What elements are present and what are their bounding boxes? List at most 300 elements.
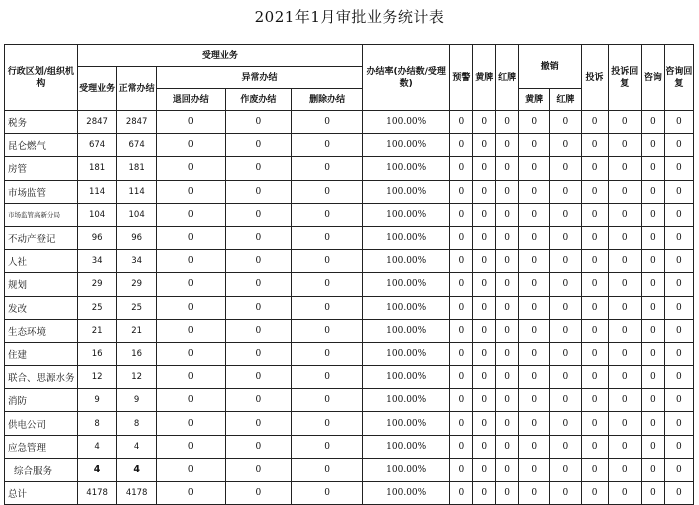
cell-normal: 4178 — [117, 482, 157, 505]
cell-consult-reply: 0 — [664, 273, 693, 296]
cell-complaint-reply: 0 — [608, 435, 641, 458]
cell-red: 0 — [496, 296, 519, 319]
cell-deleted: 0 — [292, 180, 363, 203]
table-row — [5, 366, 694, 389]
cell-red: 0 — [496, 226, 519, 249]
cell-revoke-red: 0 — [550, 180, 581, 203]
cell-returned: 0 — [156, 366, 225, 389]
cell-deleted: 0 — [292, 134, 363, 157]
cell-complaint-reply: 0 — [608, 203, 641, 226]
cell-complaint-reply: 0 — [608, 342, 641, 365]
cell-returned: 0 — [156, 157, 225, 180]
cell-complaint: 0 — [581, 482, 608, 505]
cell-rate: 100.00% — [363, 389, 450, 412]
cell-returned: 0 — [156, 435, 225, 458]
header-abnormal-group: 异常办结 — [156, 67, 362, 89]
cell-complaint: 0 — [581, 157, 608, 180]
cell-returned: 0 — [156, 273, 225, 296]
cell-yellow: 0 — [473, 342, 496, 365]
cell-yellow: 0 — [473, 366, 496, 389]
cell-red: 0 — [496, 366, 519, 389]
cell-complaint: 0 — [581, 250, 608, 273]
cell-revoke-red: 0 — [550, 134, 581, 157]
cell-revoke-yellow: 0 — [519, 273, 550, 296]
cell-voided: 0 — [225, 458, 292, 481]
header-consult-reply: 咨询回复 — [664, 45, 693, 111]
cell-voided: 0 — [225, 389, 292, 412]
cell-revoke-red: 0 — [550, 273, 581, 296]
table-row — [5, 458, 694, 481]
header-revoke-group: 撤销 — [519, 45, 581, 89]
cell-accepted: 21 — [77, 319, 117, 342]
cell-consult: 0 — [641, 203, 664, 226]
cell-rate: 100.00% — [363, 482, 450, 505]
cell-voided: 0 — [225, 134, 292, 157]
cell-revoke-yellow: 0 — [519, 342, 550, 365]
cell-deleted: 0 — [292, 273, 363, 296]
cell-revoke-red: 0 — [550, 482, 581, 505]
cell-accepted: 34 — [77, 250, 117, 273]
cell-returned: 0 — [156, 203, 225, 226]
table-row — [5, 111, 694, 134]
cell-deleted: 0 — [292, 342, 363, 365]
cell-voided: 0 — [225, 435, 292, 458]
table-row — [5, 435, 694, 458]
cell-revoke-yellow: 0 — [519, 180, 550, 203]
cell-voided: 0 — [225, 319, 292, 342]
cell-normal: 21 — [117, 319, 157, 342]
cell-complaint: 0 — [581, 342, 608, 365]
cell-rate: 100.00% — [363, 273, 450, 296]
row-name-cell: 市场监管高新分局 — [5, 203, 78, 226]
cell-consult-reply: 0 — [664, 250, 693, 273]
table-row — [5, 250, 694, 273]
header-warning: 预警 — [450, 45, 473, 111]
cell-accepted: 104 — [77, 203, 117, 226]
cell-consult-reply: 0 — [664, 458, 693, 481]
cell-consult-reply: 0 — [664, 296, 693, 319]
row-name-cell: 发改 — [5, 296, 78, 319]
cell-voided: 0 — [225, 366, 292, 389]
cell-complaint-reply: 0 — [608, 319, 641, 342]
row-name-cell: 综合服务 — [5, 458, 78, 481]
cell-red: 0 — [496, 273, 519, 296]
cell-warning: 0 — [450, 435, 473, 458]
cell-deleted: 0 — [292, 319, 363, 342]
cell-red: 0 — [496, 203, 519, 226]
header-complaint-reply: 投诉回复 — [608, 45, 641, 111]
cell-normal: 96 — [117, 226, 157, 249]
cell-accepted: 25 — [77, 296, 117, 319]
cell-revoke-red: 0 — [550, 389, 581, 412]
row-name-cell: 总计 — [5, 482, 78, 505]
cell-consult: 0 — [641, 180, 664, 203]
cell-complaint-reply: 0 — [608, 366, 641, 389]
cell-voided: 0 — [225, 180, 292, 203]
header-yellow-card: 黄牌 — [473, 45, 496, 111]
cell-consult-reply: 0 — [664, 342, 693, 365]
cell-consult: 0 — [641, 296, 664, 319]
cell-complaint: 0 — [581, 435, 608, 458]
cell-normal: 29 — [117, 273, 157, 296]
cell-red: 0 — [496, 111, 519, 134]
cell-rate: 100.00% — [363, 319, 450, 342]
cell-revoke-red: 0 — [550, 157, 581, 180]
cell-accepted: 114 — [77, 180, 117, 203]
cell-revoke-yellow: 0 — [519, 157, 550, 180]
table-row — [5, 226, 694, 249]
cell-accepted: 16 — [77, 342, 117, 365]
header-voided: 作废办结 — [225, 89, 292, 111]
cell-red: 0 — [496, 458, 519, 481]
cell-rate: 100.00% — [363, 226, 450, 249]
cell-consult: 0 — [641, 273, 664, 296]
cell-revoke-red: 0 — [550, 203, 581, 226]
cell-complaint-reply: 0 — [608, 482, 641, 505]
cell-rate: 100.00% — [363, 435, 450, 458]
cell-complaint: 0 — [581, 226, 608, 249]
cell-consult: 0 — [641, 412, 664, 435]
row-name-cell: 消防 — [5, 389, 78, 412]
cell-consult: 0 — [641, 319, 664, 342]
cell-voided: 0 — [225, 157, 292, 180]
table-row — [5, 296, 694, 319]
cell-consult: 0 — [641, 435, 664, 458]
cell-complaint-reply: 0 — [608, 250, 641, 273]
row-name-cell: 生态环境 — [5, 319, 78, 342]
cell-returned: 0 — [156, 180, 225, 203]
cell-red: 0 — [496, 134, 519, 157]
cell-consult-reply: 0 — [664, 134, 693, 157]
cell-rate: 100.00% — [363, 203, 450, 226]
cell-revoke-red: 0 — [550, 342, 581, 365]
cell-accepted: 4178 — [77, 482, 117, 505]
header-red-card: 红牌 — [496, 45, 519, 111]
cell-red: 0 — [496, 342, 519, 365]
cell-red: 0 — [496, 250, 519, 273]
cell-complaint: 0 — [581, 412, 608, 435]
cell-complaint: 0 — [581, 389, 608, 412]
cell-yellow: 0 — [473, 389, 496, 412]
table-row — [5, 412, 694, 435]
cell-deleted: 0 — [292, 203, 363, 226]
cell-rate: 100.00% — [363, 458, 450, 481]
cell-complaint: 0 — [581, 203, 608, 226]
cell-revoke-yellow: 0 — [519, 250, 550, 273]
table-row — [5, 157, 694, 180]
cell-deleted: 0 — [292, 111, 363, 134]
cell-rate: 100.00% — [363, 111, 450, 134]
cell-complaint-reply: 0 — [608, 157, 641, 180]
cell-revoke-yellow: 0 — [519, 366, 550, 389]
table-row — [5, 389, 694, 412]
cell-normal: 114 — [117, 180, 157, 203]
cell-consult-reply: 0 — [664, 226, 693, 249]
cell-warning: 0 — [450, 389, 473, 412]
cell-revoke-red: 0 — [550, 366, 581, 389]
cell-deleted: 0 — [292, 412, 363, 435]
cell-accepted: 2847 — [77, 111, 117, 134]
cell-yellow: 0 — [473, 458, 496, 481]
cell-accepted: 12 — [77, 366, 117, 389]
header-deleted: 删除办结 — [292, 89, 363, 111]
cell-yellow: 0 — [473, 111, 496, 134]
cell-returned: 0 — [156, 412, 225, 435]
cell-yellow: 0 — [473, 435, 496, 458]
cell-warning: 0 — [450, 226, 473, 249]
cell-consult-reply: 0 — [664, 111, 693, 134]
cell-normal: 25 — [117, 296, 157, 319]
cell-revoke-red: 0 — [550, 319, 581, 342]
row-name-cell: 房管 — [5, 157, 78, 180]
cell-normal: 4 — [117, 458, 157, 481]
table-row — [5, 203, 694, 226]
cell-revoke-yellow: 0 — [519, 435, 550, 458]
cell-red: 0 — [496, 157, 519, 180]
cell-red: 0 — [496, 389, 519, 412]
cell-consult: 0 — [641, 226, 664, 249]
cell-red: 0 — [496, 319, 519, 342]
cell-returned: 0 — [156, 342, 225, 365]
cell-accepted: 96 — [77, 226, 117, 249]
row-name-cell: 规划 — [5, 273, 78, 296]
header-normal: 正常办结 — [117, 67, 157, 111]
cell-consult-reply: 0 — [664, 389, 693, 412]
row-name-cell: 不动产登记 — [5, 226, 78, 249]
header-revoke-yellow: 黄牌 — [519, 89, 550, 111]
cell-complaint-reply: 0 — [608, 458, 641, 481]
cell-consult-reply: 0 — [664, 180, 693, 203]
cell-consult-reply: 0 — [664, 482, 693, 505]
cell-revoke-yellow: 0 — [519, 226, 550, 249]
row-name-cell: 供电公司 — [5, 412, 78, 435]
cell-normal: 8 — [117, 412, 157, 435]
cell-complaint-reply: 0 — [608, 226, 641, 249]
header-complaint: 投诉 — [581, 45, 608, 111]
cell-consult: 0 — [641, 134, 664, 157]
cell-deleted: 0 — [292, 482, 363, 505]
header-revoke-red: 红牌 — [550, 89, 581, 111]
cell-deleted: 0 — [292, 250, 363, 273]
cell-revoke-yellow: 0 — [519, 319, 550, 342]
table-row — [5, 319, 694, 342]
cell-normal: 181 — [117, 157, 157, 180]
header-returned: 退回办结 — [156, 89, 225, 111]
row-name-cell: 税务 — [5, 111, 78, 134]
cell-consult: 0 — [641, 250, 664, 273]
cell-warning: 0 — [450, 250, 473, 273]
cell-voided: 0 — [225, 250, 292, 273]
cell-consult-reply: 0 — [664, 319, 693, 342]
cell-deleted: 0 — [292, 226, 363, 249]
cell-complaint: 0 — [581, 273, 608, 296]
table-row — [5, 342, 694, 365]
cell-complaint: 0 — [581, 180, 608, 203]
cell-deleted: 0 — [292, 458, 363, 481]
cell-deleted: 0 — [292, 435, 363, 458]
cell-voided: 0 — [225, 203, 292, 226]
cell-yellow: 0 — [473, 482, 496, 505]
cell-consult-reply: 0 — [664, 435, 693, 458]
cell-warning: 0 — [450, 180, 473, 203]
cell-yellow: 0 — [473, 412, 496, 435]
cell-yellow: 0 — [473, 319, 496, 342]
cell-returned: 0 — [156, 226, 225, 249]
cell-revoke-yellow: 0 — [519, 482, 550, 505]
table-row — [5, 180, 694, 203]
cell-revoke-yellow: 0 — [519, 389, 550, 412]
header-accepted-group: 受理业务 — [77, 45, 362, 67]
cell-rate: 100.00% — [363, 250, 450, 273]
cell-warning: 0 — [450, 366, 473, 389]
cell-accepted: 9 — [77, 389, 117, 412]
cell-complaint-reply: 0 — [608, 273, 641, 296]
table-body — [5, 111, 694, 505]
cell-accepted: 29 — [77, 273, 117, 296]
cell-consult-reply: 0 — [664, 366, 693, 389]
cell-warning: 0 — [450, 134, 473, 157]
cell-voided: 0 — [225, 111, 292, 134]
cell-voided: 0 — [225, 482, 292, 505]
cell-complaint-reply: 0 — [608, 296, 641, 319]
cell-consult-reply: 0 — [664, 157, 693, 180]
cell-deleted: 0 — [292, 157, 363, 180]
cell-warning: 0 — [450, 412, 473, 435]
table-row — [5, 134, 694, 157]
cell-complaint: 0 — [581, 458, 608, 481]
cell-revoke-yellow: 0 — [519, 458, 550, 481]
cell-red: 0 — [496, 435, 519, 458]
cell-yellow: 0 — [473, 134, 496, 157]
cell-normal: 12 — [117, 366, 157, 389]
cell-complaint: 0 — [581, 296, 608, 319]
cell-complaint-reply: 0 — [608, 412, 641, 435]
row-name-cell: 昆仑燃气 — [5, 134, 78, 157]
cell-consult: 0 — [641, 366, 664, 389]
cell-rate: 100.00% — [363, 296, 450, 319]
cell-yellow: 0 — [473, 157, 496, 180]
table-row — [5, 482, 694, 505]
cell-complaint: 0 — [581, 319, 608, 342]
cell-red: 0 — [496, 412, 519, 435]
statistics-table — [4, 44, 694, 505]
cell-warning: 0 — [450, 111, 473, 134]
table-row — [5, 273, 694, 296]
cell-revoke-red: 0 — [550, 250, 581, 273]
cell-warning: 0 — [450, 482, 473, 505]
row-name-cell: 住建 — [5, 342, 78, 365]
cell-normal: 4 — [117, 435, 157, 458]
cell-complaint-reply: 0 — [608, 180, 641, 203]
cell-rate: 100.00% — [363, 157, 450, 180]
cell-yellow: 0 — [473, 203, 496, 226]
cell-complaint-reply: 0 — [608, 134, 641, 157]
cell-yellow: 0 — [473, 226, 496, 249]
cell-consult: 0 — [641, 482, 664, 505]
cell-deleted: 0 — [292, 366, 363, 389]
cell-consult: 0 — [641, 111, 664, 134]
cell-returned: 0 — [156, 134, 225, 157]
cell-returned: 0 — [156, 319, 225, 342]
cell-warning: 0 — [450, 342, 473, 365]
cell-red: 0 — [496, 180, 519, 203]
cell-deleted: 0 — [292, 389, 363, 412]
cell-consult: 0 — [641, 342, 664, 365]
cell-revoke-red: 0 — [550, 296, 581, 319]
cell-returned: 0 — [156, 458, 225, 481]
cell-revoke-yellow: 0 — [519, 412, 550, 435]
cell-complaint-reply: 0 — [608, 111, 641, 134]
cell-consult: 0 — [641, 157, 664, 180]
cell-consult: 0 — [641, 389, 664, 412]
cell-returned: 0 — [156, 389, 225, 412]
cell-accepted: 674 — [77, 134, 117, 157]
cell-accepted: 4 — [77, 458, 117, 481]
row-name-cell: 联合、思源水务 — [5, 366, 78, 389]
cell-accepted: 8 — [77, 412, 117, 435]
cell-voided: 0 — [225, 296, 292, 319]
cell-complaint: 0 — [581, 111, 608, 134]
cell-rate: 100.00% — [363, 134, 450, 157]
cell-yellow: 0 — [473, 250, 496, 273]
cell-normal: 16 — [117, 342, 157, 365]
cell-complaint-reply: 0 — [608, 389, 641, 412]
row-name-cell: 市场监管 — [5, 180, 78, 203]
header-rate: 办结率(办结数/受理数) — [363, 45, 450, 111]
cell-revoke-red: 0 — [550, 111, 581, 134]
cell-yellow: 0 — [473, 296, 496, 319]
cell-warning: 0 — [450, 458, 473, 481]
cell-warning: 0 — [450, 273, 473, 296]
cell-complaint: 0 — [581, 134, 608, 157]
cell-rate: 100.00% — [363, 180, 450, 203]
cell-yellow: 0 — [473, 180, 496, 203]
cell-rate: 100.00% — [363, 342, 450, 365]
cell-revoke-red: 0 — [550, 458, 581, 481]
page-title: 2021年1月审批业务统计表 — [254, 8, 445, 26]
cell-voided: 0 — [225, 412, 292, 435]
cell-normal: 104 — [117, 203, 157, 226]
cell-accepted: 4 — [77, 435, 117, 458]
cell-revoke-red: 0 — [550, 226, 581, 249]
cell-consult-reply: 0 — [664, 203, 693, 226]
cell-normal: 9 — [117, 389, 157, 412]
cell-consult: 0 — [641, 458, 664, 481]
cell-rate: 100.00% — [363, 412, 450, 435]
cell-revoke-yellow: 0 — [519, 203, 550, 226]
cell-normal: 34 — [117, 250, 157, 273]
cell-revoke-red: 0 — [550, 435, 581, 458]
cell-voided: 0 — [225, 226, 292, 249]
cell-voided: 0 — [225, 342, 292, 365]
header-region: 行政区划/组织机构 — [5, 45, 78, 111]
cell-warning: 0 — [450, 319, 473, 342]
cell-revoke-yellow: 0 — [519, 296, 550, 319]
row-name-cell: 人社 — [5, 250, 78, 273]
cell-revoke-yellow: 0 — [519, 134, 550, 157]
cell-normal: 2847 — [117, 111, 157, 134]
cell-red: 0 — [496, 482, 519, 505]
cell-yellow: 0 — [473, 273, 496, 296]
cell-warning: 0 — [450, 203, 473, 226]
cell-warning: 0 — [450, 296, 473, 319]
cell-complaint: 0 — [581, 366, 608, 389]
cell-deleted: 0 — [292, 296, 363, 319]
cell-voided: 0 — [225, 273, 292, 296]
cell-rate: 100.00% — [363, 366, 450, 389]
cell-returned: 0 — [156, 111, 225, 134]
cell-returned: 0 — [156, 482, 225, 505]
